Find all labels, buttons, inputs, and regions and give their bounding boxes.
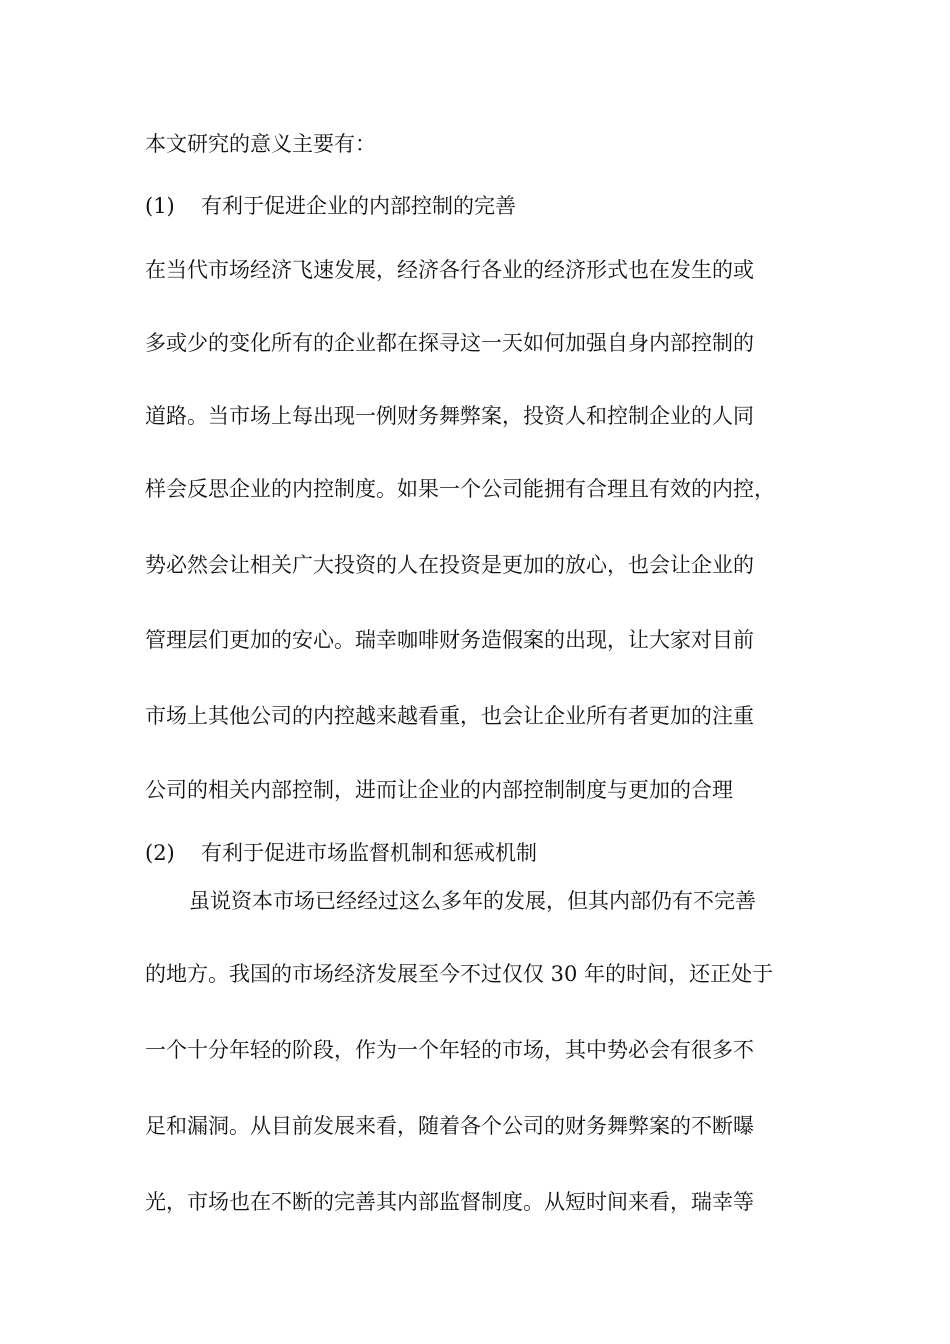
paragraph-line: 市场上其他公司的内控越来越看重，也会让企业所有者更加的注重 (145, 704, 754, 728)
section-2-number: (2) (145, 841, 175, 865)
section-1-title: 有利于促进企业的内部控制的完善 (201, 194, 516, 218)
section-2-title: 有利于促进市场监督机制和惩戒机制 (201, 841, 537, 865)
paragraph-line: 样会反思企业的内控制度。如果一个公司能拥有合理且有效的内控， (145, 477, 775, 501)
paragraph-line: 的地方。我国的市场经济发展至今不过仅仅 30 年的时间，还正处于 (145, 962, 774, 986)
paragraph-line: 一个十分年轻的阶段，作为一个年轻的市场，其中势必会有很多不 (145, 1038, 754, 1062)
paragraph-line: 足和漏洞。从目前发展来看，随着各个公司的财务舞弊案的不断曝 (145, 1114, 754, 1138)
paragraph-line: 公司的相关内部控制，进而让企业的内部控制制度与更加的合理 (145, 778, 733, 802)
intro-text: 本文研究的意义主要有： (145, 132, 376, 156)
paragraph-line: 虽说资本市场已经经过这么多年的发展，但其内部仍有不完善 (189, 889, 756, 913)
paragraph-line: 管理层们更加的安心。瑞幸咖啡财务造假案的出现，让大家对目前 (145, 628, 754, 652)
section-1-number: (1) (145, 194, 175, 218)
paragraph-line: 在当代市场经济飞速发展，经济各行各业的经济形式也在发生的或 (145, 258, 754, 282)
paragraph-line: 光，市场也在不断的完善其内部监督制度。从短时间来看，瑞幸等 (145, 1190, 754, 1214)
paragraph-line: 多或少的变化所有的企业都在探寻这一天如何加强自身内部控制的 (145, 331, 754, 355)
section-2-heading (145, 840, 805, 866)
section-1-heading (145, 193, 805, 219)
paragraph-line: 势必然会让相关广大投资的人在投资是更加的放心，也会让企业的 (145, 553, 754, 577)
paragraph-line: 道路。当市场上每出现一例财务舞弊案，投资人和控制企业的人同 (145, 404, 754, 428)
